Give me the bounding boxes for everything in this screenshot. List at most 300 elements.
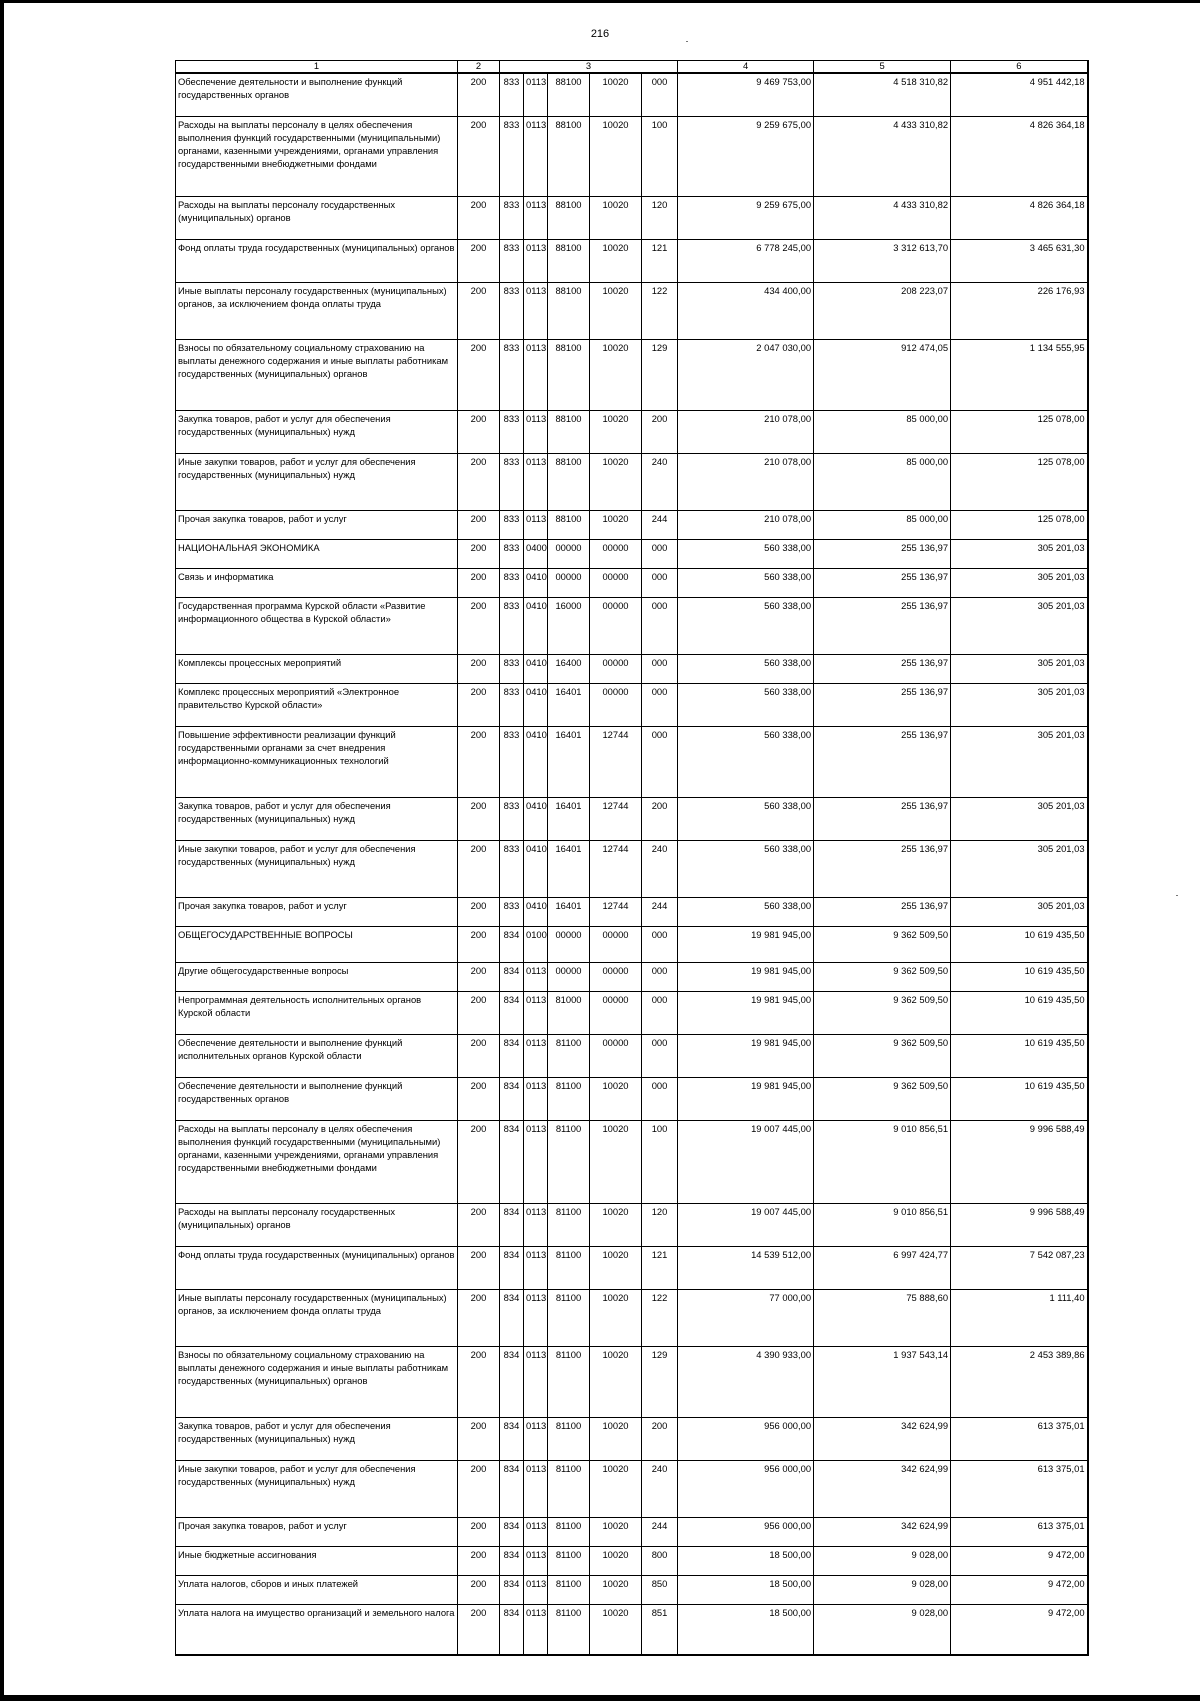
table-row — [176, 684, 1088, 727]
row-name: Прочая закупка товаров, работ и услуг — [176, 511, 458, 540]
row-code-ministry: 833 — [500, 511, 524, 540]
row-value-col5: 255 136,97 — [814, 684, 951, 727]
row-code-ministry: 833 — [500, 540, 524, 569]
row-code-section: 200 — [458, 240, 500, 283]
row-code-section: 200 — [458, 197, 500, 240]
row-code-section: 200 — [458, 963, 500, 992]
table-row — [176, 340, 1088, 411]
row-code-expense-type: 000 — [642, 540, 678, 569]
row-value-col4: 19 007 445,00 — [678, 1204, 814, 1247]
row-code-ministry: 834 — [500, 1418, 524, 1461]
row-code-expense-type: 122 — [642, 1290, 678, 1347]
row-name: Уплата налога на имущество организаций и земельного налога — [176, 1605, 458, 1656]
row-code-direction: 10020 — [590, 454, 642, 511]
row-value-col6: 613 375,01 — [951, 1518, 1088, 1547]
row-code-expense-type: 851 — [642, 1605, 678, 1656]
row-code-subsection: 0410 — [524, 841, 548, 898]
row-value-col5: 4 518 310,82 — [814, 73, 951, 117]
row-name: Комплексы процессных мероприятий — [176, 655, 458, 684]
row-code-expense-type: 000 — [642, 727, 678, 798]
row-value-col6: 3 465 631,30 — [951, 240, 1088, 283]
row-code-program: 81100 — [548, 1518, 590, 1547]
row-code-subsection: 0113 — [524, 240, 548, 283]
row-value-col5: 255 136,97 — [814, 655, 951, 684]
row-code-section: 200 — [458, 1605, 500, 1656]
table-row — [176, 1347, 1088, 1418]
table-row — [176, 1121, 1088, 1204]
row-code-subsection: 0113 — [524, 340, 548, 411]
row-code-ministry: 834 — [500, 1518, 524, 1547]
row-code-direction: 10020 — [590, 1078, 642, 1121]
row-code-section: 200 — [458, 1461, 500, 1518]
row-name: Государственная программа Курской области «Развитие информационного общества в Курской области» — [176, 598, 458, 655]
row-code-ministry: 833 — [500, 197, 524, 240]
row-code-program: 16401 — [548, 727, 590, 798]
row-code-section: 200 — [458, 1547, 500, 1576]
table-row — [176, 411, 1088, 454]
row-code-subsection: 0113 — [524, 1518, 548, 1547]
row-code-ministry: 834 — [500, 1078, 524, 1121]
scan-border-left — [0, 0, 4, 1701]
row-code-program: 16401 — [548, 684, 590, 727]
row-code-section: 200 — [458, 927, 500, 963]
row-code-direction: 00000 — [590, 598, 642, 655]
row-value-col5: 255 136,97 — [814, 598, 951, 655]
row-code-subsection: 0113 — [524, 73, 548, 117]
row-code-program: 16000 — [548, 598, 590, 655]
row-value-col6: 305 201,03 — [951, 598, 1088, 655]
row-value-col5: 9 010 856,51 — [814, 1121, 951, 1204]
row-code-subsection: 0113 — [524, 117, 548, 197]
table-row — [176, 727, 1088, 798]
row-code-direction: 10020 — [590, 1204, 642, 1247]
header-col-4: 4 — [678, 61, 814, 74]
row-code-expense-type: 121 — [642, 240, 678, 283]
row-code-program: 81000 — [548, 992, 590, 1035]
row-code-subsection: 0113 — [524, 454, 548, 511]
row-code-expense-type: 129 — [642, 340, 678, 411]
table-row — [176, 1461, 1088, 1518]
row-value-col4: 560 338,00 — [678, 540, 814, 569]
row-name: Закупка товаров, работ и услуг для обеспечения государственных (муниципальных) нужд — [176, 411, 458, 454]
row-code-section: 200 — [458, 727, 500, 798]
row-code-expense-type: 000 — [642, 569, 678, 598]
row-code-direction: 00000 — [590, 992, 642, 1035]
table-row — [176, 117, 1088, 197]
row-code-subsection: 0400 — [524, 540, 548, 569]
row-code-expense-type: 000 — [642, 684, 678, 727]
row-code-subsection: 0410 — [524, 898, 548, 927]
table-row — [176, 841, 1088, 898]
row-code-subsection: 0410 — [524, 598, 548, 655]
row-value-col6: 305 201,03 — [951, 684, 1088, 727]
row-value-col4: 19 981 945,00 — [678, 1035, 814, 1078]
row-code-program: 00000 — [548, 569, 590, 598]
row-code-ministry: 834 — [500, 927, 524, 963]
row-value-col6: 10 619 435,50 — [951, 1078, 1088, 1121]
row-value-col6: 1 111,40 — [951, 1290, 1088, 1347]
row-code-expense-type: 121 — [642, 1247, 678, 1290]
row-value-col4: 19 981 945,00 — [678, 963, 814, 992]
scan-speck — [1176, 895, 1178, 896]
row-code-ministry: 834 — [500, 1576, 524, 1605]
row-name: Иные закупки товаров, работ и услуг для обеспечения государственных (муниципальных) нужд — [176, 841, 458, 898]
row-code-subsection: 0113 — [524, 1347, 548, 1418]
row-value-col4: 6 778 245,00 — [678, 240, 814, 283]
row-code-section: 200 — [458, 1121, 500, 1204]
row-name: Закупка товаров, работ и услуг для обеспечения государственных (муниципальных) нужд — [176, 798, 458, 841]
row-code-section: 200 — [458, 1518, 500, 1547]
row-value-col5: 342 624,99 — [814, 1461, 951, 1518]
row-code-expense-type: 200 — [642, 798, 678, 841]
row-value-col4: 9 469 753,00 — [678, 73, 814, 117]
row-code-expense-type: 000 — [642, 598, 678, 655]
row-value-col5: 4 433 310,82 — [814, 117, 951, 197]
row-name: Прочая закупка товаров, работ и услуг — [176, 898, 458, 927]
row-code-expense-type: 240 — [642, 454, 678, 511]
row-code-subsection: 0113 — [524, 511, 548, 540]
row-value-col5: 9 362 509,50 — [814, 992, 951, 1035]
row-code-section: 200 — [458, 598, 500, 655]
row-value-col4: 560 338,00 — [678, 727, 814, 798]
row-code-program: 16401 — [548, 841, 590, 898]
row-code-program: 88100 — [548, 240, 590, 283]
table-row — [176, 1605, 1088, 1656]
row-name: Обеспечение деятельности и выполнение функций государственных органов — [176, 73, 458, 117]
row-value-col6: 613 375,01 — [951, 1461, 1088, 1518]
scan-border-top — [0, 0, 1200, 3]
row-value-col6: 613 375,01 — [951, 1418, 1088, 1461]
row-code-section: 200 — [458, 511, 500, 540]
row-code-direction: 10020 — [590, 1461, 642, 1518]
row-code-section: 200 — [458, 1418, 500, 1461]
row-value-col5: 85 000,00 — [814, 511, 951, 540]
row-code-section: 200 — [458, 1290, 500, 1347]
row-value-col4: 18 500,00 — [678, 1547, 814, 1576]
row-name: Расходы на выплаты персоналу в целях обеспечения выполнения функций государственными (муниципальными) органами, казенными учреждениями, органами управления государственными внебюджетными фондами — [176, 1121, 458, 1204]
row-code-subsection: 0113 — [524, 1204, 548, 1247]
row-value-col6: 305 201,03 — [951, 898, 1088, 927]
table-row — [176, 898, 1088, 927]
row-code-subsection: 0113 — [524, 197, 548, 240]
row-code-section: 200 — [458, 684, 500, 727]
row-code-direction: 10020 — [590, 240, 642, 283]
row-name: Иные закупки товаров, работ и услуг для обеспечения государственных (муниципальных) нужд — [176, 1461, 458, 1518]
table-row — [176, 511, 1088, 540]
row-code-subsection: 0100 — [524, 927, 548, 963]
table-row — [176, 1518, 1088, 1547]
row-code-program: 88100 — [548, 73, 590, 117]
row-value-col4: 560 338,00 — [678, 569, 814, 598]
row-code-expense-type: 850 — [642, 1576, 678, 1605]
row-value-col6: 9 472,00 — [951, 1605, 1088, 1656]
row-value-col5: 75 888,60 — [814, 1290, 951, 1347]
row-code-direction: 12744 — [590, 898, 642, 927]
row-code-program: 88100 — [548, 283, 590, 340]
row-code-section: 200 — [458, 655, 500, 684]
row-value-col4: 956 000,00 — [678, 1518, 814, 1547]
row-value-col5: 342 624,99 — [814, 1518, 951, 1547]
row-code-direction: 00000 — [590, 1035, 642, 1078]
row-name: Расходы на выплаты персоналу государственных (муниципальных) органов — [176, 197, 458, 240]
row-value-col5: 255 136,97 — [814, 569, 951, 598]
header-col-6: 6 — [951, 61, 1088, 74]
row-code-expense-type: 200 — [642, 1418, 678, 1461]
row-value-col4: 210 078,00 — [678, 454, 814, 511]
row-code-ministry: 833 — [500, 798, 524, 841]
row-code-section: 200 — [458, 73, 500, 117]
row-code-expense-type: 000 — [642, 1035, 678, 1078]
row-code-program: 81100 — [548, 1078, 590, 1121]
row-value-col6: 9 472,00 — [951, 1576, 1088, 1605]
row-code-section: 200 — [458, 340, 500, 411]
table-row — [176, 655, 1088, 684]
row-value-col5: 255 136,97 — [814, 798, 951, 841]
row-code-program: 00000 — [548, 540, 590, 569]
row-code-program: 16400 — [548, 655, 590, 684]
row-code-section: 200 — [458, 411, 500, 454]
row-code-direction: 10020 — [590, 1518, 642, 1547]
row-name: Иные закупки товаров, работ и услуг для обеспечения государственных (муниципальных) нужд — [176, 454, 458, 511]
row-code-ministry: 833 — [500, 684, 524, 727]
row-value-col4: 560 338,00 — [678, 898, 814, 927]
row-code-section: 200 — [458, 117, 500, 197]
row-code-direction: 10020 — [590, 1290, 642, 1347]
row-code-section: 200 — [458, 798, 500, 841]
row-code-subsection: 0113 — [524, 1035, 548, 1078]
row-value-col6: 305 201,03 — [951, 540, 1088, 569]
row-value-col5: 255 136,97 — [814, 727, 951, 798]
row-value-col4: 9 259 675,00 — [678, 197, 814, 240]
row-code-ministry: 833 — [500, 454, 524, 511]
row-value-col4: 18 500,00 — [678, 1576, 814, 1605]
row-code-direction: 12744 — [590, 841, 642, 898]
row-code-section: 200 — [458, 1035, 500, 1078]
row-code-expense-type: 000 — [642, 927, 678, 963]
row-code-direction: 00000 — [590, 540, 642, 569]
row-code-direction: 00000 — [590, 927, 642, 963]
table-row — [176, 540, 1088, 569]
row-code-program: 81100 — [548, 1605, 590, 1656]
row-code-section: 200 — [458, 1078, 500, 1121]
row-code-section: 200 — [458, 283, 500, 340]
row-name: Взносы по обязательному социальному страхованию на выплаты денежного содержания и иные выплаты работникам государственных (муниципальных) органов — [176, 340, 458, 411]
row-name: Фонд оплаты труда государственных (муниципальных) органов — [176, 1247, 458, 1290]
row-code-expense-type: 000 — [642, 73, 678, 117]
table-row — [176, 240, 1088, 283]
row-code-subsection: 0113 — [524, 283, 548, 340]
table-row — [176, 598, 1088, 655]
row-code-direction: 10020 — [590, 1247, 642, 1290]
row-value-col4: 956 000,00 — [678, 1418, 814, 1461]
header-col-5: 5 — [814, 61, 951, 74]
row-name: Уплата налогов, сборов и иных платежей — [176, 1576, 458, 1605]
row-value-col4: 560 338,00 — [678, 598, 814, 655]
row-code-ministry: 833 — [500, 240, 524, 283]
table-row — [176, 1576, 1088, 1605]
row-name: Расходы на выплаты персоналу в целях обеспечения выполнения функций государственными (муниципальными) органами, казенными учреждениями, органами управления государственными внебюджетными фондами — [176, 117, 458, 197]
row-code-direction: 10020 — [590, 1121, 642, 1204]
row-code-program: 81100 — [548, 1247, 590, 1290]
row-code-ministry: 834 — [500, 963, 524, 992]
row-code-ministry: 833 — [500, 283, 524, 340]
table-row — [176, 1247, 1088, 1290]
page-number: 216 — [590, 28, 610, 40]
row-value-col4: 18 500,00 — [678, 1605, 814, 1656]
row-value-col6: 125 078,00 — [951, 511, 1088, 540]
row-value-col5: 9 010 856,51 — [814, 1204, 951, 1247]
table-row — [176, 569, 1088, 598]
row-code-subsection: 0113 — [524, 411, 548, 454]
table-row — [176, 1204, 1088, 1247]
row-code-ministry: 834 — [500, 1121, 524, 1204]
row-code-subsection: 0113 — [524, 1290, 548, 1347]
row-value-col6: 9 472,00 — [951, 1547, 1088, 1576]
row-name: Иные бюджетные ассигнования — [176, 1547, 458, 1576]
row-value-col6: 125 078,00 — [951, 411, 1088, 454]
table-row — [176, 1418, 1088, 1461]
table-row — [176, 927, 1088, 963]
row-code-ministry: 833 — [500, 655, 524, 684]
row-value-col6: 4 951 442,18 — [951, 73, 1088, 117]
row-value-col5: 6 997 424,77 — [814, 1247, 951, 1290]
row-code-subsection: 0113 — [524, 1576, 548, 1605]
row-value-col5: 85 000,00 — [814, 411, 951, 454]
table-row — [176, 1290, 1088, 1347]
row-value-col6: 305 201,03 — [951, 655, 1088, 684]
row-value-col6: 10 619 435,50 — [951, 963, 1088, 992]
row-code-program: 81100 — [548, 1576, 590, 1605]
row-value-col5: 9 362 509,50 — [814, 927, 951, 963]
row-code-expense-type: 244 — [642, 511, 678, 540]
row-code-section: 200 — [458, 1576, 500, 1605]
row-code-section: 200 — [458, 1247, 500, 1290]
row-code-section: 200 — [458, 1347, 500, 1418]
row-code-section: 200 — [458, 992, 500, 1035]
row-value-col4: 560 338,00 — [678, 841, 814, 898]
row-value-col5: 255 136,97 — [814, 540, 951, 569]
row-value-col5: 255 136,97 — [814, 898, 951, 927]
row-name: ОБЩЕГОСУДАРСТВЕННЫЕ ВОПРОСЫ — [176, 927, 458, 963]
row-code-expense-type: 000 — [642, 992, 678, 1035]
scan-speck — [686, 41, 688, 42]
row-code-direction: 10020 — [590, 1418, 642, 1461]
row-code-ministry: 834 — [500, 992, 524, 1035]
budget-table — [175, 60, 1089, 1656]
row-code-ministry: 834 — [500, 1204, 524, 1247]
row-code-expense-type: 000 — [642, 1078, 678, 1121]
table-row — [176, 283, 1088, 340]
row-code-ministry: 833 — [500, 598, 524, 655]
row-code-direction: 10020 — [590, 197, 642, 240]
row-name: НАЦИОНАЛЬНАЯ ЭКОНОМИКА — [176, 540, 458, 569]
row-code-program: 88100 — [548, 411, 590, 454]
row-value-col6: 10 619 435,50 — [951, 927, 1088, 963]
row-value-col4: 4 390 933,00 — [678, 1347, 814, 1418]
row-code-expense-type: 122 — [642, 283, 678, 340]
row-code-subsection: 0113 — [524, 1078, 548, 1121]
row-name: Непрограммная деятельность исполнительных органов Курской области — [176, 992, 458, 1035]
header-col-1: 1 — [176, 61, 458, 74]
table-row — [176, 1078, 1088, 1121]
header-row — [176, 61, 1088, 74]
row-value-col4: 2 047 030,00 — [678, 340, 814, 411]
row-value-col4: 19 981 945,00 — [678, 927, 814, 963]
table-row — [176, 197, 1088, 240]
row-code-program: 88100 — [548, 117, 590, 197]
row-value-col5: 3 312 613,70 — [814, 240, 951, 283]
row-value-col4: 210 078,00 — [678, 411, 814, 454]
table-row — [176, 798, 1088, 841]
row-value-col5: 342 624,99 — [814, 1418, 951, 1461]
row-value-col4: 14 539 512,00 — [678, 1247, 814, 1290]
table-row — [176, 992, 1088, 1035]
row-code-section: 200 — [458, 454, 500, 511]
row-code-direction: 10020 — [590, 73, 642, 117]
row-code-ministry: 833 — [500, 411, 524, 454]
row-value-col4: 9 259 675,00 — [678, 117, 814, 197]
row-code-program: 88100 — [548, 454, 590, 511]
row-code-direction: 10020 — [590, 283, 642, 340]
row-code-ministry: 833 — [500, 340, 524, 411]
row-name: Взносы по обязательному социальному страхованию на выплаты денежного содержания и иные выплаты работникам государственных (муниципальных) органов — [176, 1347, 458, 1418]
row-code-ministry: 833 — [500, 569, 524, 598]
row-code-ministry: 833 — [500, 117, 524, 197]
row-value-col5: 9 028,00 — [814, 1576, 951, 1605]
row-code-program: 88100 — [548, 511, 590, 540]
row-value-col4: 210 078,00 — [678, 511, 814, 540]
row-name: Иные выплаты персоналу государственных (муниципальных) органов, за исключением фонда оплаты труда — [176, 283, 458, 340]
row-code-direction: 10020 — [590, 511, 642, 540]
row-code-ministry: 834 — [500, 1290, 524, 1347]
row-name: Закупка товаров, работ и услуг для обеспечения государственных (муниципальных) нужд — [176, 1418, 458, 1461]
row-code-direction: 00000 — [590, 655, 642, 684]
row-code-ministry: 834 — [500, 1547, 524, 1576]
row-code-direction: 10020 — [590, 1605, 642, 1656]
row-code-subsection: 0113 — [524, 963, 548, 992]
table-row — [176, 963, 1088, 992]
row-code-program: 81100 — [548, 1290, 590, 1347]
table-row — [176, 1547, 1088, 1576]
row-code-subsection: 0410 — [524, 569, 548, 598]
row-code-section: 200 — [458, 540, 500, 569]
row-name: Комплекс процессных мероприятий «Электронное правительство Курской области» — [176, 684, 458, 727]
row-code-direction: 10020 — [590, 1576, 642, 1605]
row-code-expense-type: 244 — [642, 1518, 678, 1547]
row-name: Прочая закупка товаров, работ и услуг — [176, 1518, 458, 1547]
row-code-ministry: 834 — [500, 1035, 524, 1078]
row-code-program: 81100 — [548, 1418, 590, 1461]
row-value-col6: 9 996 588,49 — [951, 1204, 1088, 1247]
row-code-direction: 10020 — [590, 411, 642, 454]
row-value-col6: 1 134 555,95 — [951, 340, 1088, 411]
row-code-direction: 00000 — [590, 963, 642, 992]
row-value-col4: 19 007 445,00 — [678, 1121, 814, 1204]
row-value-col6: 2 453 389,86 — [951, 1347, 1088, 1418]
row-name: Обеспечение деятельности и выполнение функций государственных органов — [176, 1078, 458, 1121]
row-code-direction: 10020 — [590, 1547, 642, 1576]
row-value-col5: 208 223,07 — [814, 283, 951, 340]
row-name: Расходы на выплаты персоналу государственных (муниципальных) органов — [176, 1204, 458, 1247]
row-code-ministry: 833 — [500, 898, 524, 927]
row-code-program: 16401 — [548, 798, 590, 841]
row-code-program: 81100 — [548, 1547, 590, 1576]
row-code-ministry: 834 — [500, 1605, 524, 1656]
row-value-col4: 77 000,00 — [678, 1290, 814, 1347]
row-code-expense-type: 120 — [642, 197, 678, 240]
header-col-3: 3 — [500, 61, 678, 74]
row-code-ministry: 833 — [500, 727, 524, 798]
